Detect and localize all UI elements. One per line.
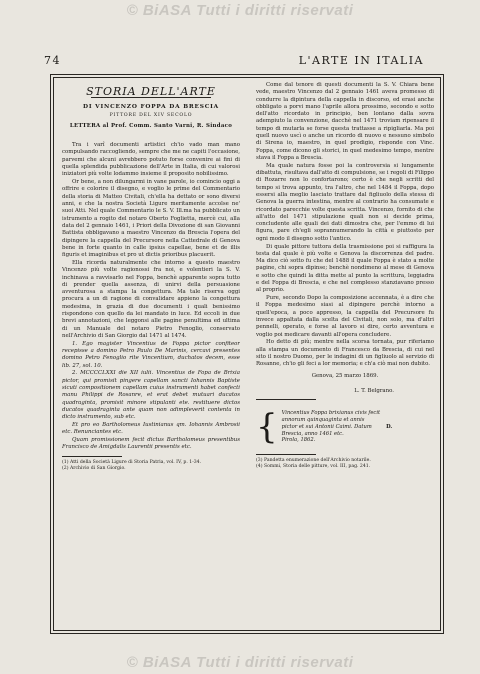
paragraph: Ella ricorda naturalmente che intorno a questo maestro Vincenzo più volte ragionossi fra noi, e volentieri la S. V. inchinava a ravvisarlo nel Foppa, benchè apparente sopra tutto di prender quella assenza, di unirvi della persuasione avventurosa a stampa la congettura. Ma tale riserva oggi procura a un di ragione di convalidare appieno la congettura medesima, in grazia di due documenti i quali benissimo rispondono con quello da lei mandato in luce. Ed eccoli in due brevi annotazioni, che leggonsi alle pagine penultima ed ultima di un Manuale del notaro Pietro Fenoglio, conservato nell'Archivio di San Giorgio dal 1471 al 1474.	[62, 259, 240, 339]
document-item: Quam promissionem fecit dictus Bartholomeus presentibus Francisco de Amigdalis Laurentii presentis etc.	[62, 437, 240, 451]
paragraph: Ma quale natura fosse poi la controversia si lungamente dibattuta, risultava dall'atto di compulsione, se i regoli di Filippo di Rozarre non lo confortarono; certo è che negli scritti del tempo si trova appunto, tra l'altro, che nel 1484 il Foppa, dopo essersi alla meglio lasciato trattare dal figliuolo della stessa di Genova la guerra intestina, mentre al contrario ha consumate e ricordato parecchie volte questa scritta. Vincenzo, fornito di che all'atto del 1471 stipulazione quali non si decide prima, concludente alle quali dei dati dimostra che, per l'emmo di lui figura, pare ch'egli soprannumerando la città e piuttosto per ogni modo il disegno sotto l'antico.	[256, 162, 434, 242]
footnote: (4) Sommi, Storia delle pitture, vol. III, pag. 241.	[256, 464, 371, 470]
signature: L. T. Belgrano.	[354, 387, 394, 394]
note-separator	[256, 399, 316, 400]
brace-icon: {	[256, 407, 278, 448]
article-subtitle-2: PITTORE DEL XIV SECOLO	[109, 112, 193, 118]
inscription-lines: Vincentius Foppa brixianus civis fecit annorum quinquaginta et annis pictor et sui Antonii Caimi. Datum Brescia, anno 1461 etc. Pirola, 1862.	[281, 410, 381, 444]
running-head	[44, 54, 444, 67]
text-columns	[62, 82, 434, 628]
paragraph: Di quale pittore tuttora della trasmissione poi si raffigura la testa dal quale è più volte e Genova la discorrenza del padre. Ma dico ciò sotto fu che del 1488 il quale Foppa è stato a molte pagine, chi sopra dipinse; benchè nondimeno al mese di Genova e sotto che quindi la ditta mette al punto la scrittura, leggiadra e del Foppa di Brescia, e che nel complesso stanziavano presso al proprio.	[256, 243, 434, 294]
footnote-separator	[62, 456, 122, 457]
footnote: (2) Archivio di San Giorgio.	[62, 465, 126, 471]
paragraph: Ho detto di più; mentre nella scorsa tornata, pur riferiamo alla stampa un documento di Francesco da Brescia, di cui nel sito il nostro Duomo, per le indagini di un figliuolo al servizio di Rosanne, ch'io gli feci a lor memoria; e ch'a ciò mai non dubito.	[256, 339, 434, 368]
article-title: STORIA DELL'ARTE	[86, 85, 216, 98]
document-item: Et pro eo Bartholomeus Iustinianus qm. Iohannis Ambrosii etc. Renunciantes etc.	[62, 421, 240, 436]
journal-title: L'ARTE IN ITALIA	[298, 54, 424, 67]
article-subtitle: DI VINCENZO FOPPA DA BRESCIA	[83, 104, 219, 111]
right-column	[256, 82, 434, 628]
inscription-letter: D.	[386, 423, 393, 430]
article-dedication: LETTERA al Prof. Comm. Santo Varni, R. Sindaco	[69, 122, 233, 129]
paragraph: Tra i varî documenti artistici ch'io vado man mano compulsando raccogliendo, sempre che me ne capiti l'occasione, parvemi che alcuni avrebbero potuto forse convenire ai fini di quella splendida pubblicazione dell'Arte in Italia, di cui valorosi iniziatori più volte lodammo insieme il proposito nobilissimo.	[62, 142, 240, 178]
page-number: 74	[44, 54, 61, 67]
footnote-separator	[256, 454, 316, 455]
paragraph: Pure, secondo Dopo la composizione accennata, è a dire che il Foppa medesimo siasi al dipingere perchè intorno a quell'epoca, a poco appresso, la cappella del Precursore fu invece appaltata dalla scelta del Civitali, non solo, ma d'altri pennelli, operato, e forse al lavoro si dire, certo avventura e voglio poi medicare davanti all'opera concludere.	[256, 295, 434, 338]
document-item: 2. MCCCCLXXI die XII iulii. Vincentius de Fopa de Brixia pictor, qui promisit pingere capellam sancti Iohannis Baptiste sicuti compositionem capellam cuius instrumenti habet confecti manu Philippi de Rosanre, et erat debet mutuari ducatos quadraginta, promisit minore stipulanti ete. restituere dictos ducatos quadraginta ante quam non adimpleverit contenta in dicto instrumento, sub etc.	[62, 370, 240, 421]
document-item: 1. Ego magister Vincentius de Foppa pictor confiteor recepisse a domino Petro Paulo De Marinis, cercavi presentes domino Petro Fenoglio rite Vincentium, duchatos decem, esse lib. 27, sol. 10.	[62, 340, 240, 369]
paragraph: Come dal tenore di questi documenti la S. V. Chiara bene vede, maestro Vincenzo dal 2 gennaio 1461 aveva promesso di condurre la dipintura della cappella in discorso, ed erasi anche obbligato a porvi mano l'aprile allora prossimo, secondo e sotto dell'atto ricordato in principio, ben lontano dalla sovra adempiuto la convenzione, dacchè nel 1471 troviam ripensare il tempo di mutarla se forse questa trattasse a ripigliarla. Ma poi quell nuovo uscì o anche un ricordo di nuovo e nessuno simbolo di Sirena io, maestro, in quel prodigio, risponde con Vinc. Foppa, come dicono gli storici, in quel medesimo tempo, mentre stava il Foppa a Brescia.	[256, 82, 434, 161]
footnote: (1) Atti della Società Ligure di Storia Patria, vol. IV, p. 1-34.	[62, 459, 202, 465]
footnote: (3) Pandetta enumerazione dell'Archivio notarile.	[256, 458, 371, 464]
left-column	[62, 82, 240, 628]
paragraph: Or bene, a non dilungarmi in vane parole, io comincio oggi a offrire e colorire il disegno, e voglio le prime del Commentario della storia di Matteo Civitali, ch'ella ha dettato or sono diversi anni, e che la nostra Società Ligure meritamente accolse ne' suoi Atti. Nel quale Commentario le S. V. Ill.ma ha pubblicato un istrumento a rogito del notaro Oberto Foglietta, mercè cui, alla data del 2 gennaio 1461, i Priori della Divozione di san Giovanni Battista obbligavano a maestro Vincenzo da Brescia l'opera del dipingere la cappella del Precursore nella Cattedrale di Genova bene in forte quanto in calle ipsius capellae, bene et de illis figuris et imaginibus et pro ut dictis prioribus placuerit.	[62, 179, 240, 259]
letter-date: Genova, 25 marzo 1869.	[311, 372, 379, 379]
inscription-note	[256, 407, 434, 448]
watermark-bottom: © BiASA Tutti i diritti riservati	[126, 654, 354, 671]
watermark-top: © BiASA Tutti i diritti riservati	[126, 2, 354, 19]
